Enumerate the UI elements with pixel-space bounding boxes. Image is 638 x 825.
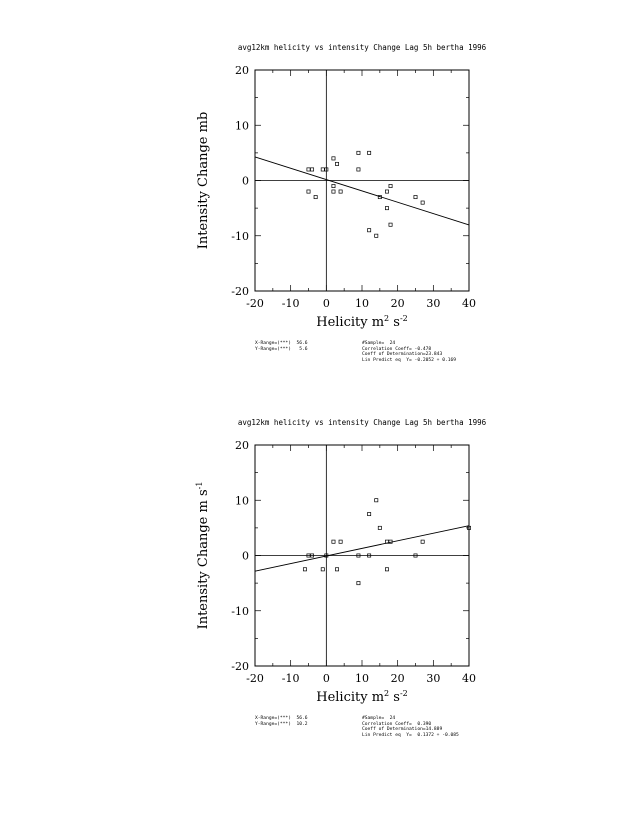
y-tick-label: -20 [231,285,249,298]
stats-left-line: Y-Range=(***) 5.6 [255,346,308,352]
data-point [368,512,371,515]
data-point [389,223,392,226]
x-tick-label: 40 [462,672,476,685]
data-point [368,229,371,232]
data-point [307,168,310,171]
data-point [368,151,371,154]
x-tick-label: 0 [322,297,330,310]
x-tick-label: 30 [426,672,441,685]
y-axis-label [195,482,211,630]
data-point [378,526,381,529]
y-tick-label: 0 [242,174,249,188]
stats-right-line: Correlation Coeff= 0.390 [362,721,432,727]
stats-right [362,341,456,363]
data-point [307,190,310,193]
data-point [421,201,424,204]
data-point [332,157,335,160]
data-point [303,568,306,571]
x-axis-label-sup: -2 [399,314,408,323]
x-axis-label-main: Helicity m [316,690,385,705]
stats-right-line: Coeff of Determination=23.843 [362,352,443,358]
y-axis-label-sup: -1 [195,481,204,490]
data-point [389,184,392,187]
y-tick-label: -10 [231,229,249,243]
y-tick-label: 10 [235,119,249,133]
data-point [414,195,417,198]
stats-left-line: Y-Range=(***) 10.2 [255,721,308,727]
regression-line [255,157,469,225]
data-point [332,540,335,543]
stats-right-line: Lin Predict eq Y= -0.2052 + 0.169 [362,357,457,363]
data-point [332,190,335,193]
x-axis-label-main: Helicity m [316,315,385,330]
y-tick-label: 10 [235,494,249,508]
scatter-chart [0,0,638,380]
data-point [385,190,388,193]
x-tick-label: 0 [322,672,330,685]
stats-right-line: #Sample= 24 [362,716,396,721]
stats-right-line: Lin Predict eq Y= 0.1372 + -0.085 [362,732,459,738]
scatter-chart [0,375,638,755]
stats-right-line: Coeff of Determination=14.889 [362,727,443,733]
y-axis-label-main: Intensity Change mb [196,111,211,250]
chart-title: avg12km helicity vs intensity Change Lag 5h bertha 1996 [237,418,487,427]
y-tick-label: 0 [242,549,249,563]
stats-left [255,716,308,727]
x-axis-label-sup: -2 [399,689,408,698]
data-point [385,207,388,210]
data-point [375,234,378,237]
data-point [421,540,424,543]
x-tick-label: -20 [246,672,264,685]
chart-panel-bottom [0,375,638,755]
data-point [310,168,313,171]
data-point [357,168,360,171]
x-axis-label [316,314,408,330]
x-tick-label: 20 [390,672,405,685]
stats-right-line: Correlation Coeff= -0.478 [362,346,432,352]
regression-line [255,526,469,571]
y-tick-label: -10 [231,604,249,618]
x-tick-label: -10 [281,672,300,685]
y-axis-label [196,112,211,250]
y-tick-label: -20 [231,660,249,673]
y-tick-label: 20 [235,64,249,77]
x-tick-label: -20 [246,297,264,310]
x-tick-label: 20 [390,297,405,310]
data-point [332,184,335,187]
x-tick-label: -10 [281,297,300,310]
stats-left [255,341,308,352]
x-tick-label: 40 [462,297,476,310]
stats-left-line: X-Range=(***) 56.6 [255,341,308,346]
x-tick-label: 10 [355,672,369,685]
data-point [357,582,360,585]
chart-title: avg12km helicity vs intensity Change Lag 5h bertha 1996 [237,43,487,52]
y-axis-label-main: Intensity Change m s [196,489,211,630]
chart-panel-top [0,0,638,380]
stats-right [362,716,459,738]
y-tick-label: 20 [235,439,249,452]
x-axis-label-mid: s [389,315,400,330]
x-axis-label-mid: s [389,690,400,705]
data-point [339,190,342,193]
x-tick-label: 10 [355,297,369,310]
data-point [314,195,317,198]
x-axis-label [316,689,408,705]
data-point [357,151,360,154]
stats-right-line: #Sample= 24 [362,341,396,346]
data-point [375,499,378,502]
data-point [339,540,342,543]
data-point [321,568,324,571]
data-point [335,162,338,165]
data-point [335,568,338,571]
stats-left-line: X-Range=(***) 56.6 [255,716,308,721]
x-axis-label-sup: 2 [384,314,390,323]
data-point [321,168,324,171]
data-point [385,568,388,571]
x-axis-label-sup: 2 [384,689,390,698]
x-tick-label: 30 [426,297,441,310]
